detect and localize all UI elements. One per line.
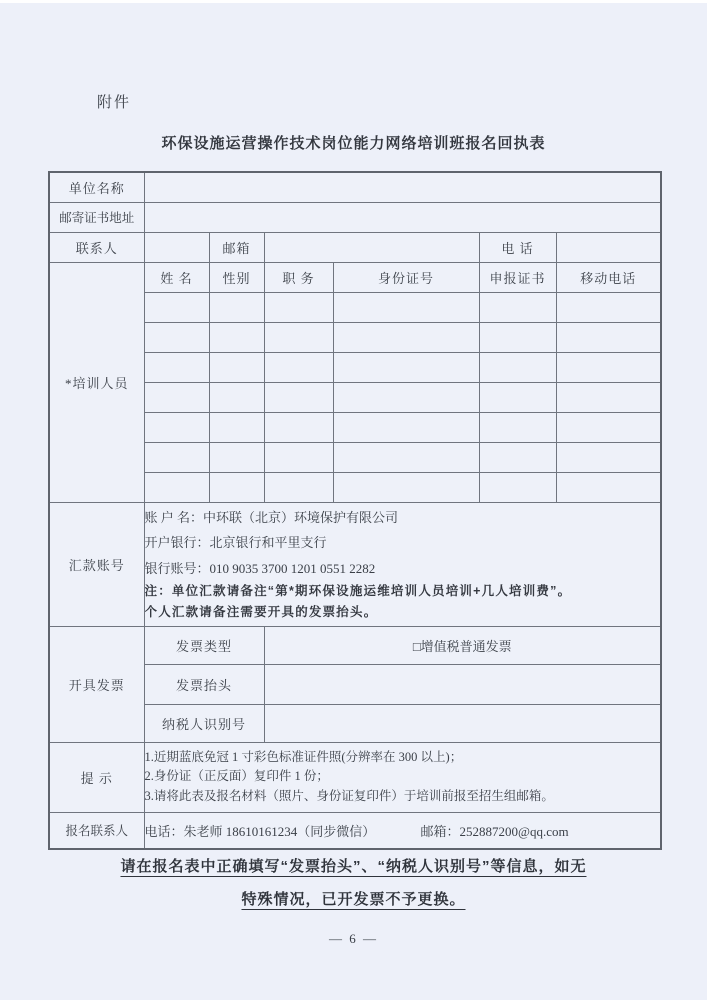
unit-name-label: 单位名称 [49,172,144,202]
registration-contact-label: 报名联系人 [49,812,144,849]
mail-address-label: 邮寄证书地址 [49,202,144,232]
attachment-label: 附件 [97,95,132,111]
remittance-bank: 开户银行：北京银行和平里支行 [144,535,327,551]
email-label: 邮箱 [209,232,264,262]
tips-content-cell [144,742,661,812]
trainees-label: *培训人员 [49,262,144,502]
invoice-label: 开具发票 [49,626,144,742]
footer-notice-line1: 请在报名表中正确填写“发票抬头”、“纳税人识别号”等信息，如无 [120,858,587,875]
contact-value-cell [144,232,209,262]
contact-label: 联系人 [49,232,144,262]
personnel-header-certificate: 申报证书 [479,262,556,292]
personnel-header-gender: 性别 [209,262,264,292]
phone-label: 电 话 [479,232,556,262]
invoice-title-label: 发票抬头 [144,664,264,704]
tips-label: 提 示 [49,742,144,812]
invoice-type-row [49,626,661,664]
remittance-account-number: 银行账号：010 9035 3700 1201 0551 2282 [144,560,376,576]
personnel-header-name: 姓 名 [144,262,209,292]
registration-contact-email: 邮箱：252887200@qq.com [420,823,569,839]
tips-line-1: 1.近期蓝底免冠 1 寸彩色标准证件照(分辨率在 300 以上)； [144,749,463,764]
personnel-header-position: 职 务 [264,262,333,292]
registration-contact-value-cell [144,812,661,849]
page-number: — 6 — [329,931,378,946]
tips-row [49,742,661,812]
form-title: 环保设施运营操作技术岗位能力网络培训班报名回执表 [161,135,546,152]
remittance-details-cell [144,502,661,626]
taxpayer-id-label: 纳税人识别号 [144,704,264,742]
registration-contact-phone: 电话：朱老师 18610161234（同步微信） [144,823,376,839]
registration-form-table [48,171,662,850]
invoice-type-label: 发票类型 [144,626,264,664]
personnel-header-idnumber: 身份证号 [333,262,479,292]
remittance-account-name: 账 户 名：中环联（北京）环境保护有限公司 [144,509,399,525]
contact-row [49,232,661,262]
taxpayer-id-value-cell [264,704,661,742]
remittance-note-line1: 注：单位汇款请备注“第*期环保设施运维培训人员培训+几人培训费”。 [144,584,572,599]
email-value-cell [264,232,479,262]
tips-line-2: 2.身份证（正反面）复印件 1 份； [144,769,329,784]
mail-address-row [49,202,661,232]
remittance-row [49,502,661,626]
unit-name-value-cell [144,172,661,202]
unit-name-row [49,172,661,202]
mail-address-value-cell [144,202,661,232]
tips-line-3: 3.请将此表及报名材料（照片、身份证复印件）于培训前报至招生组邮箱。 [144,788,554,803]
invoice-type-value: □增值税普通发票 [264,626,661,664]
registration-contact-row [49,812,661,849]
remittance-note-line2: 个人汇款请备注需要开具的发票抬头。 [144,605,378,620]
phone-value-cell [556,232,661,262]
invoice-title-value-cell [264,664,661,704]
footer-notice [0,855,707,921]
personnel-header-row [49,262,661,292]
footer-notice-line2: 特殊情况，已开发票不予更换。 [241,891,466,908]
remittance-label: 汇款账号 [49,502,144,626]
personnel-header-mobile: 移动电话 [556,262,661,292]
